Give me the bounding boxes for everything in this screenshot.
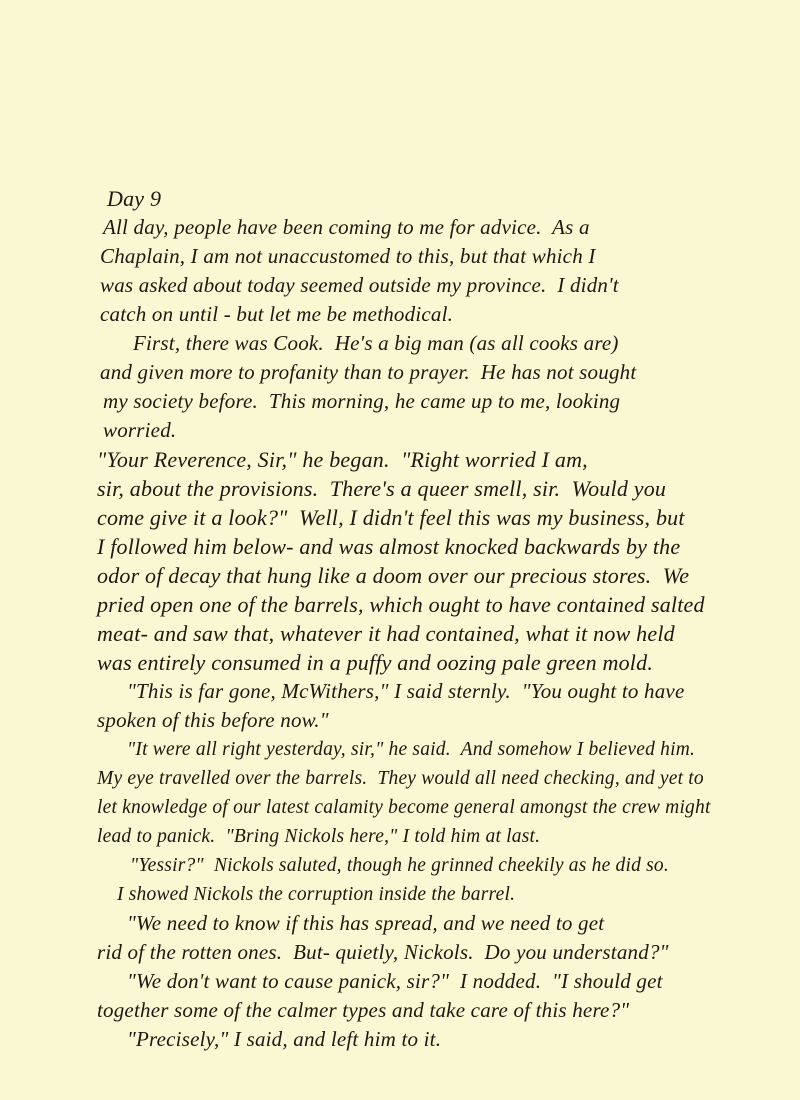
- diary-line: "We need to know if this has spread, and we need to get: [127, 911, 605, 935]
- diary-line: "Your Reverence, Sir," he began. "Right worried I am,: [97, 447, 588, 472]
- diary-line: My eye travelled over the barrels. They would all need checking, and yet to: [97, 768, 704, 789]
- diary-line: "We don't want to cause panick, sir?" I nodded. "I should get: [127, 969, 663, 993]
- diary-line: spoken of this before now.": [97, 708, 329, 732]
- diary-line: let knowledge of our latest calamity become general amongst the crew might: [97, 797, 711, 818]
- diary-line: All day, people have been coming to me for advice. As a: [103, 215, 590, 239]
- diary-line: "Yessir?" Nickols saluted, though he grinned cheekily as he did so.: [130, 855, 669, 876]
- diary-line: meat- and saw that, whatever it had contained, what it now held: [97, 621, 675, 646]
- diary-line: worried.: [103, 418, 177, 442]
- diary-line: and given more to profanity than to prayer. He has not sought: [100, 360, 637, 384]
- diary-line: sir, about the provisions. There's a queer smell, sir. Would you: [97, 476, 667, 501]
- diary-line: lead to panick. "Bring Nickols here," I told him at last.: [97, 826, 541, 847]
- diary-day-heading: Day 9: [107, 186, 162, 211]
- diary-text: [97, 184, 797, 1054]
- diary-line: pried open one of the barrels, which ought to have contained salted: [97, 592, 705, 617]
- diary-line: together some of the calmer types and take care of this here?": [97, 998, 630, 1022]
- diary-line: "This is far gone, McWithers," I said sternly. "You ought to have: [127, 679, 685, 703]
- diary-line: Chaplain, I am not unaccustomed to this, but that which I: [100, 244, 596, 268]
- diary-line: catch on until - but let me be methodical.: [100, 302, 454, 326]
- diary-line: rid of the rotten ones. But- quietly, Nickols. Do you understand?": [97, 940, 669, 964]
- diary-line: I followed him below- and was almost knocked backwards by the: [97, 534, 681, 559]
- diary-line: I showed Nickols the corruption inside the barrel.: [117, 884, 516, 905]
- diary-line: my society before. This morning, he came up to me, looking: [103, 389, 621, 413]
- diary-line: odor of decay that hung like a doom over our precious stores. We: [97, 563, 690, 588]
- diary-line: First, there was Cook. He's a big man (as all cooks are): [133, 331, 619, 355]
- diary-line: was entirely consumed in a puffy and oozing pale green mold.: [97, 650, 654, 675]
- diary-line: "It were all right yesterday, sir," he said. And somehow I believed him.: [127, 739, 696, 760]
- diary-line: "Precisely," I said, and left him to it.: [127, 1027, 442, 1051]
- diary-line: was asked about today seemed outside my province. I didn't: [100, 273, 619, 297]
- diary-line: come give it a look?" Well, I didn't feel this was my business, but: [97, 505, 685, 530]
